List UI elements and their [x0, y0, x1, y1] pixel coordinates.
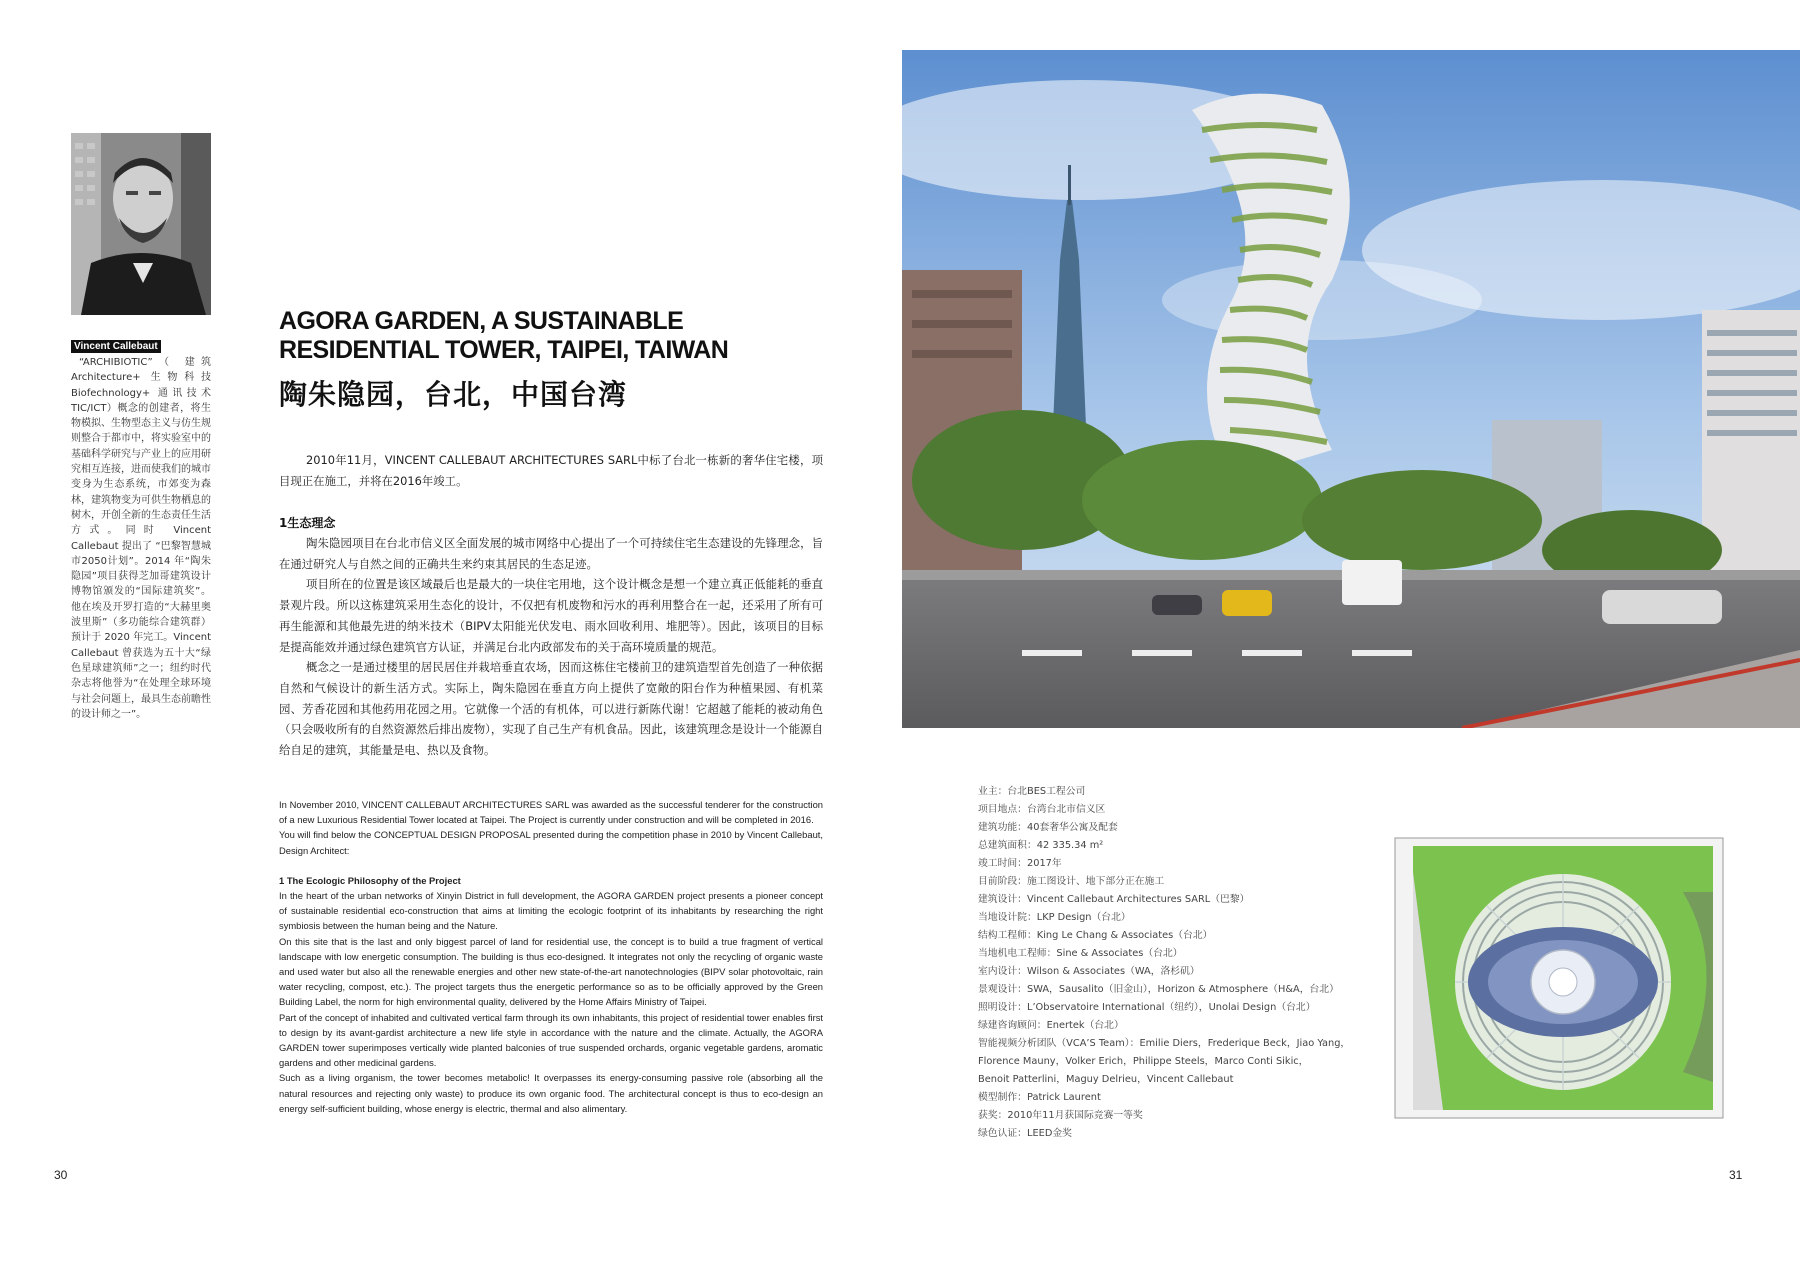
article-title-en	[279, 307, 799, 365]
architect-portrait-photo	[71, 133, 211, 315]
cn-section-heading: 1生态理念	[279, 516, 336, 530]
credit-line: 景观设计：SWA，Sausalito（旧金山），Horizon & Atmosphere（H&A，台北）	[978, 984, 1339, 995]
credit-line: 室内设计：Wilson & Associates（WA，洛杉矶）	[978, 966, 1200, 977]
cn-paragraph: 陶朱隐园项目在台北市信义区全面发展的城市网络中心提出了一个可持续住宅生态建设的先锋理念，旨在通过研究人与自然之间的正确共生来约束其居民的生态足迹。	[279, 536, 823, 571]
en-paragraph: You will find below the CONCEPTUAL DESIGN PROPOSAL presented during the competition phase in 2010 by Vincent Callebaut, Design Architect:	[279, 829, 823, 856]
en-body	[279, 797, 823, 1116]
credit-line: 智能视频分析团队（VCA’S Team）：Emilie Diers，Frederique Beck，Jiao Yang，	[978, 1038, 1351, 1049]
credit-line: 竣工时间：2017年	[978, 858, 1062, 869]
credit-line: 绿建咨询顾问：Enertek（台北）	[978, 1020, 1124, 1031]
credit-line: 建筑功能：40套奢华公寓及配套	[978, 822, 1118, 833]
credit-line: 总建筑面积：42 335.34 m²	[978, 840, 1104, 851]
site-plan-drawing	[1383, 832, 1730, 1125]
bio-name-label: Vincent Callebaut	[71, 340, 161, 353]
credit-line: 当地设计院：LKP Design（台北）	[978, 912, 1131, 923]
credit-line: Florence Mauny，Volker Erich，Philippe Steels，Marco Conti Sikic，	[978, 1056, 1309, 1067]
en-section-heading: 1 The Ecologic Philosophy of the Project	[279, 874, 461, 886]
title-en-line-1: AGORA GARDEN, A SUSTAINABLE	[279, 307, 684, 335]
credit-line: 项目地点：台湾台北市信义区	[978, 804, 1106, 815]
title-en-line-2: RESIDENTIAL TOWER, TAIPEI, TAIWAN	[279, 336, 729, 364]
page-number-left: 30	[54, 1168, 68, 1182]
cn-intro-paragraph	[279, 450, 823, 491]
cn-paragraph: 项目所在的位置是该区域最后也是最大的一块住宅用地，这个设计概念是想一个建立真正低能耗的垂直景观片段。所以这栋建筑采用生态化的设计，不仅把有机废物和污水的再利用整合在一起，还采用了所有可再生能源和其他最先进的纳米技术（BIPV太阳能光伏发电、雨水回收利用、堆肥等）。因此，该项目的目标是提高能效并通过绿色建筑官方认证，并满足台北内政部发布的关于高环境质量的规范。	[279, 577, 823, 654]
bio-text: “ARCHIBIOTIC”（ 建筑 Architecture+ 生物科技 Biofechnology+ 通讯技术 TIC/ICT）概念的创建者，将生物模拟、生物型态主义与仿生规则整合于都市中，将实验室中的基础科学研究与产业上的应用研究相互连接，进而使我们的城市变身为生态系统，市郊变为森林，建筑物变为可供生物栖息的树木，开创全新的生态责任生活方式。同时 Vincent Callebaut 提出了 “巴黎智慧城市2050计划”。2014 年“陶朱隐园”项目获得芝加哥建筑设计博物馆颁发的“国际建筑奖”。他在埃及开罗打造的“大赫里奥波里斯”（多功能综合建筑群）预计于 2020 年完工。Vincent Callebaut 曾获选为五十大“绿色星球建筑师”之一；纽约时代杂志将他誉为“在处理全球环境与社会问题上，最具生态前瞻性的设计师之一”。	[71, 357, 211, 720]
cn-body	[279, 533, 823, 761]
project-credits	[978, 783, 1378, 1143]
page-number-right: 31	[1729, 1168, 1743, 1182]
credit-line: 建筑设计：Vincent Callebaut Architectures SARL（巴黎）	[978, 894, 1250, 905]
credit-line: 获奖：2010年11月获国际竞赛一等奖	[978, 1110, 1143, 1121]
credit-line: 业主：台北BES工程公司	[978, 786, 1086, 797]
en-paragraph: Such as a living organism, the tower becomes metabolic! It overpasses its energy-consuming passive role (absorbing all the natural resources and rejecting only waste) to produce its own organic food. The architectural concept is thus to eco-design an energy self-sufficient building, whose energy is electric, thermal and also alimentary.	[279, 1072, 823, 1114]
en-paragraph: On this site that is the last and only biggest parcel of land for residential use, the concept is to build a true fragment of vertical landscape with low energetic consumption. The building is thus eco-designed. It integrates not only the recycling of organic waste and used water but also all the renewable energies and other new state-of-the-art nanotechnologies (BIPV solar photovoltaic, rain water recycling, compost, etc.). The project targets thus the energetic performance so as to be officially approved by the Green Building Label, the norm for high environmental quality, delivered by the Home Affairs Ministry of Taipei.	[279, 935, 823, 1008]
credit-line: 结构工程师：King Le Chang & Associates（台北）	[978, 930, 1213, 941]
credit-line: 照明设计：L’Observatoire International（纽约），Unolai Design（台北）	[978, 1002, 1316, 1013]
article-title-cn: 陶朱隐园，台北，中国台湾	[279, 378, 628, 411]
cn-paragraph: 概念之一是通过楼里的居民居住并栽培垂直农场，因而这栋住宅楼前卫的建筑造型首先创造了一种依据自然和气候设计的新生活方式。实际上，陶朱隐园在垂直方向上提供了宽敞的阳台作为种植果园、有机菜园、芳香花园和其他药用花园之用。它就像一个活的有机体，可以进行新陈代谢！它超越了能耗的被动角色（只会吸收所有的自然资源然后排出废物），实现了自己生产有机食品。因此，该建筑理念是设计一个能源自给自足的建筑，其能量是电、热以及食物。	[279, 660, 823, 758]
credit-line: 模型制作：Patrick Laurent	[978, 1092, 1101, 1103]
en-paragraph: Part of the concept of inhabited and cultivated vertical farm through its own inhabitants, this project of residential tower enables first to design by its avant-gardist architecture a new life style in accordance with the nature and the climate. Actually, the AGORA GARDEN tower superimposes vertically wide planted balconies of true suspended orchards, organic vegetable gardens, aromatic gardens and other medicinal gardens.	[279, 1011, 823, 1069]
credit-line: 当地机电工程师：Sine & Associates（台北）	[978, 948, 1183, 959]
cn-intro-text: 2010年11月，VINCENT CALLEBAUT ARCHITECTURES SARL中标了台北一栋新的奢华住宅楼，项目现正在施工，并将在2016年竣工。	[279, 453, 823, 488]
en-paragraph: In the heart of the urban networks of Xinyin District in full development, the AGORA GARDEN project presents a pioneer concept of sustainable residential eco-construction that aims at limiting the ecologic footprint of its inhabitants by researching the right symbiosis between the human being and the Nature.	[279, 890, 823, 932]
credit-line: Benoit Patterlini，Maguy Delrieu，Vincent Callebaut	[978, 1074, 1234, 1085]
credit-line: 目前阶段：施工图设计、地下部分正在施工	[978, 876, 1165, 887]
en-paragraph: In November 2010, VINCENT CALLEBAUT ARCHITECTURES SARL was awarded as the successful tenderer for the construction of a new Luxurious Residential Tower located at Taipei. The Project is currently under construction and will be completed in 2016.	[279, 799, 823, 826]
tower-rendering-photo	[902, 50, 1800, 728]
credit-line: 绿色认证：LEED金奖	[978, 1128, 1072, 1139]
